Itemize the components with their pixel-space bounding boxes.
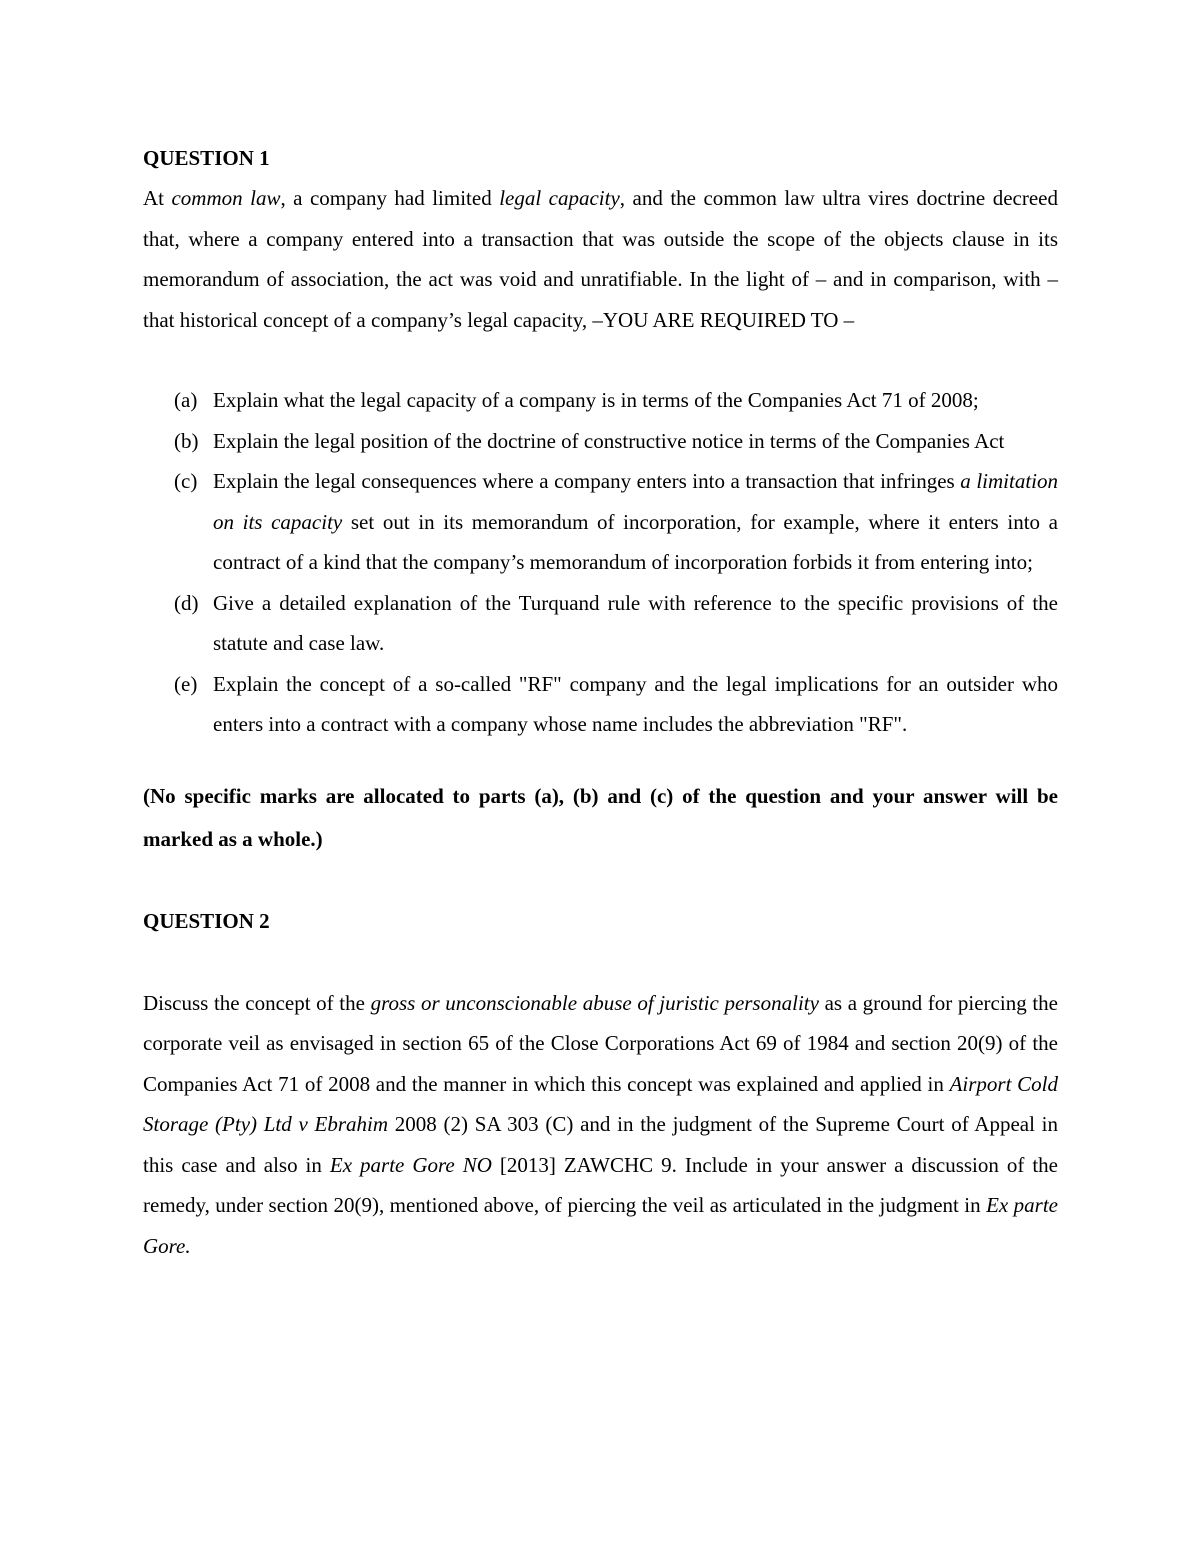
spacer	[143, 340, 1058, 380]
intro-emphasis-common-law: common law	[171, 186, 281, 210]
subquestion-c	[143, 461, 1058, 583]
q2-emphasis-airport-cold-storage: Airport Cold Storage (Pty) Ltd v Ebrahim	[143, 1071, 1059, 1136]
spacer	[143, 861, 1058, 901]
q2-text-2: as a ground for piercing the corporate veil as envisaged in section 65 of the Close Corporations Act 69 of 1984 and section 20(9) of the Companies Act 71 of 2008 and the manner in which this concept was explained and applied in	[143, 990, 1058, 1096]
q2-text-3: 2008 (2) SA 303 (C) and in the judgment of the Supreme Court of Appeal in this case and also in	[143, 1112, 1058, 1177]
q2-emphasis-abuse: gross or unconscionable abuse of juristic personality	[370, 990, 819, 1015]
question-1-heading: QUESTION 1	[143, 146, 270, 170]
subquestion-e-text: Explain the concept of a so-called "RF" company and the legal implications for an outsider who enters into a contract with a company whose name includes the abbreviation "RF".	[213, 671, 1058, 736]
subquestion-d	[143, 583, 1058, 664]
subquestion-d-label: (d)	[174, 590, 199, 615]
subquestion-a-label: (a)	[174, 388, 198, 412]
spacer	[143, 745, 1058, 775]
document-page	[143, 138, 1058, 1266]
question-1-subquestions	[143, 380, 1058, 745]
subquestion-d-text: Give a detailed explanation of the Turquand rule with reference to the specific provisions of the statute and case law.	[213, 590, 1058, 655]
intro-text-2: , a company had limited	[280, 186, 500, 210]
subquestion-b	[143, 421, 1058, 462]
q2-text-4: [2013] ZAWCHC 9. Include in your answer a discussion of the remedy, under section 20(9), mentioned above, of piercing the veil as articulated in the judgment in	[143, 1152, 1058, 1217]
q2-emphasis-ex-parte-gore: Ex parte Gore NO	[329, 1152, 492, 1177]
subquestion-e	[143, 664, 1058, 745]
question-1-intro	[143, 178, 1058, 340]
subquestion-b-text: Explain the legal position of the doctrine of constructive notice in terms of the Companies Act	[213, 428, 1005, 453]
subquestion-a-text: Explain what the legal capacity of a company is in terms of the Companies Act 71 of 2008;	[213, 388, 979, 412]
subquestion-c-label: (c)	[174, 469, 198, 493]
q2-emphasis-ex-parte-gore-2: Ex parte Gore.	[143, 1193, 1059, 1258]
spacer	[143, 941, 1058, 983]
question-2-heading: QUESTION 2	[143, 908, 270, 933]
subquestion-c-text-1: Explain the legal consequences where a company enters into a transaction that infringes	[213, 469, 961, 493]
question-1-marks-note: (No specific marks are allocated to parts (a), (b) and (c) of the question and your answer will be marked as a whole.)	[143, 783, 1058, 851]
intro-text-3: , and the common law ultra vires doctrine decreed that, where a company entered into a transaction that was outside the scope of the objects clause in its memorandum of association, the act was void and unratifiable. In the light of – and in comparison, with – that historical concept of a company’s legal capacity, –YOU ARE REQUIRED TO –	[143, 186, 1059, 332]
subquestion-c-text-2: set out in its memorandum of incorporation, for example, where it enters into a contract of a kind that the company’s memorandum of incorporation forbids it from entering into;	[213, 509, 1058, 574]
question-2-body	[143, 983, 1058, 1267]
subquestion-c-emphasis: a limitation on its capacity	[213, 469, 1058, 534]
subquestion-b-label: (b)	[174, 428, 199, 453]
subquestion-e-label: (e)	[174, 671, 198, 696]
q2-text-1: Discuss the concept of the	[143, 990, 371, 1015]
intro-emphasis-legal-capacity: legal capacity	[499, 186, 620, 210]
subquestion-a	[143, 380, 1058, 421]
intro-text-1: At	[143, 186, 172, 210]
